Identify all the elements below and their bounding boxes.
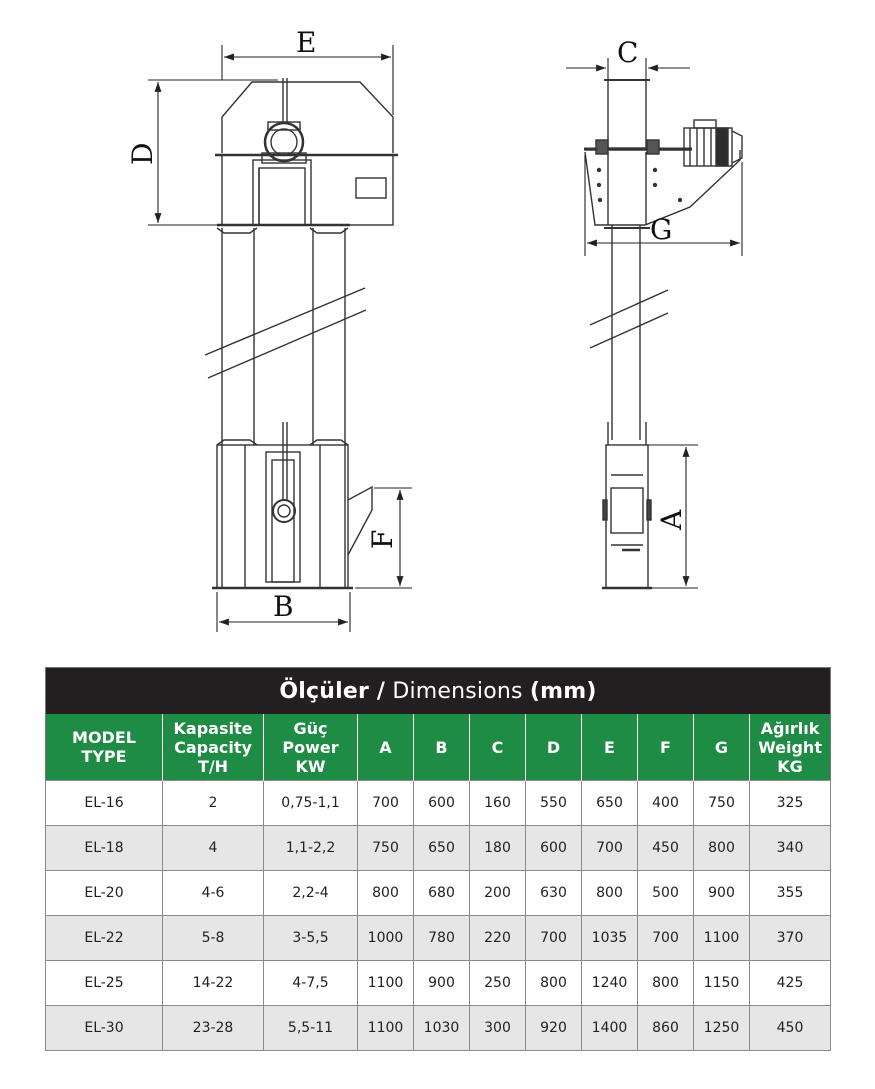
table-cell: 630	[526, 871, 582, 916]
table-cell: 250	[470, 961, 526, 1006]
table-cell: EL-30	[46, 1006, 163, 1051]
table-cell: 23-28	[163, 1006, 264, 1051]
table-cell: 600	[414, 781, 470, 826]
dim-label-c: C	[617, 36, 639, 69]
table-cell: 700	[358, 781, 414, 826]
column-header: Güç Power KW	[264, 714, 358, 781]
table-cell: 5-8	[163, 916, 264, 961]
table-cell: 800	[582, 871, 638, 916]
table-cell: 1035	[582, 916, 638, 961]
table-cell: 500	[638, 871, 694, 916]
column-header: Ağırlık Weight KG	[750, 714, 831, 781]
column-header: Kapasite Capacity T/H	[163, 714, 264, 781]
table-cell: 2,2-4	[264, 871, 358, 916]
table-cell: 370	[750, 916, 831, 961]
table-cell: 800	[694, 826, 750, 871]
table-cell: 700	[638, 916, 694, 961]
table-row	[46, 1006, 831, 1051]
table-cell: 680	[414, 871, 470, 916]
table-title: Ölçüler / Dimensions (mm)	[46, 668, 831, 715]
table-cell: 1240	[582, 961, 638, 1006]
table-cell: 4-7,5	[264, 961, 358, 1006]
table-cell: 1250	[694, 1006, 750, 1051]
table-cell: 160	[470, 781, 526, 826]
table-cell: 860	[638, 1006, 694, 1051]
table-cell: 340	[750, 826, 831, 871]
table-cell: 900	[694, 871, 750, 916]
table-cell: 180	[470, 826, 526, 871]
table-cell: 900	[414, 961, 470, 1006]
table-cell: EL-20	[46, 871, 163, 916]
table-cell: 300	[470, 1006, 526, 1051]
table-cell: 2	[163, 781, 264, 826]
table-cell: 4-6	[163, 871, 264, 916]
table-cell: EL-22	[46, 916, 163, 961]
table-cell: 1,1-2,2	[264, 826, 358, 871]
table-cell: 450	[638, 826, 694, 871]
table-cell: EL-25	[46, 961, 163, 1006]
table-cell: 1100	[694, 916, 750, 961]
table-row	[46, 781, 831, 826]
dim-label-f: F	[366, 529, 399, 549]
table-cell: 1100	[358, 1006, 414, 1051]
table-cell: 1000	[358, 916, 414, 961]
table-cell: 220	[470, 916, 526, 961]
column-header: F	[638, 714, 694, 781]
table-cell: 800	[526, 961, 582, 1006]
column-header: B	[414, 714, 470, 781]
table-cell: 355	[750, 871, 831, 916]
column-header: MODEL TYPE	[46, 714, 163, 781]
table-cell: 800	[638, 961, 694, 1006]
front-view	[205, 78, 398, 588]
dim-label-e: E	[296, 26, 317, 59]
dim-label-a: A	[655, 509, 688, 530]
table-cell: 700	[582, 826, 638, 871]
table-cell: 650	[414, 826, 470, 871]
table-cell: 800	[358, 871, 414, 916]
column-header: E	[582, 714, 638, 781]
table-cell: 920	[526, 1006, 582, 1051]
table-row	[46, 826, 831, 871]
table-cell: 1030	[414, 1006, 470, 1051]
table-cell: 5,5-11	[264, 1006, 358, 1051]
table-cell: 780	[414, 916, 470, 961]
table-cell: 600	[526, 826, 582, 871]
table-cell: 700	[526, 916, 582, 961]
table-row	[46, 961, 831, 1006]
table-row	[46, 871, 831, 916]
table-cell: 3-5,5	[264, 916, 358, 961]
dim-label-g: G	[650, 213, 673, 246]
table-cell: 4	[163, 826, 264, 871]
column-header: G	[694, 714, 750, 781]
table-cell: 0,75-1,1	[264, 781, 358, 826]
table-cell: 1400	[582, 1006, 638, 1051]
table-cell: 1150	[694, 961, 750, 1006]
table-cell: EL-18	[46, 826, 163, 871]
column-header: D	[526, 714, 582, 781]
table-cell: EL-16	[46, 781, 163, 826]
table-cell: 750	[358, 826, 414, 871]
table-cell: 1100	[358, 961, 414, 1006]
column-header: A	[358, 714, 414, 781]
dim-label-b: B	[273, 590, 294, 623]
dimensions-table	[45, 667, 831, 1051]
column-header: C	[470, 714, 526, 781]
table-cell: 450	[750, 1006, 831, 1051]
table-cell: 325	[750, 781, 831, 826]
table-cell: 400	[638, 781, 694, 826]
table-cell: 550	[526, 781, 582, 826]
dim-label-d: D	[126, 142, 159, 165]
table-cell: 200	[470, 871, 526, 916]
table-cell: 650	[582, 781, 638, 826]
table-cell: 750	[694, 781, 750, 826]
table-row	[46, 916, 831, 961]
table-cell: 14-22	[163, 961, 264, 1006]
table-cell: 425	[750, 961, 831, 1006]
